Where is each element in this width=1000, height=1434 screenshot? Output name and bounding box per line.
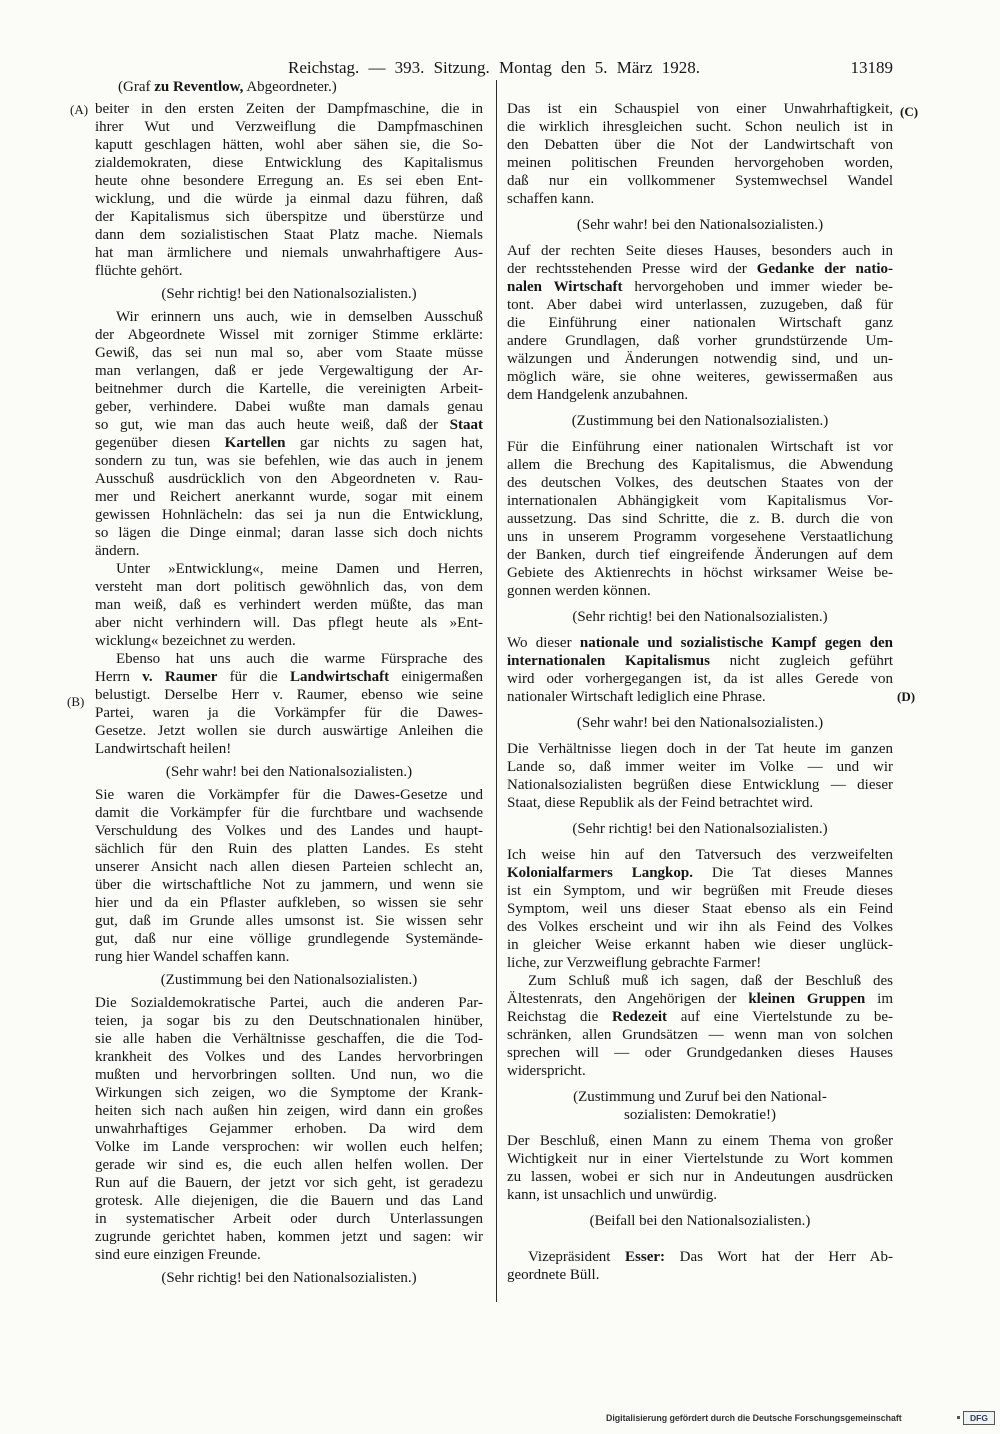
speaker-line [118, 78, 483, 96]
emphasized-text: internationalen Kapitalismus [507, 653, 710, 669]
text-line [507, 278, 893, 296]
interjection-line: (Beifall bei den Nationalsozialisten.) [589, 1213, 811, 1229]
emphasized-text: Kolonialfarmers Langkop. [507, 865, 693, 881]
text-segment: einigermaßen [389, 669, 483, 685]
interjection-line: (Sehr wahr! bei den Nationalsozialisten.) [165, 764, 413, 780]
emphasized-text: kleinen Gruppen [748, 991, 866, 1007]
text-line: gut, daß nur eine völlige grundlegende Systemände- [95, 931, 483, 947]
text-line [95, 668, 483, 686]
interjection [507, 714, 893, 732]
text-line: gerade wir sind es, die euch allen helfen wollen. Der [95, 1157, 483, 1173]
text-line: aussetzung. Das sind Schritte, die z. B. durch die von [507, 511, 893, 527]
text-line [507, 652, 893, 670]
text-line: internationalen Abhängigkeit vom Kapitalismus Vor- [507, 493, 893, 509]
text-line: Sie waren die Vorkämpfer für die Dawes-Gesetze und [95, 787, 483, 803]
text-line: geordnete Büll. [507, 1267, 600, 1283]
paragraph [507, 1132, 893, 1204]
text-line: Verschuldung des Volkes und des Landes und haupt- [95, 823, 483, 839]
text-line [507, 864, 893, 882]
text-line: wicklung, und die würde ja einmal dazu führen, daß [95, 191, 483, 207]
interjection [95, 1269, 483, 1287]
text-line: sind eure einzigen Freunde. [95, 1247, 261, 1263]
margin-mark-b: (B) [67, 694, 85, 709]
paragraph [507, 1248, 893, 1284]
paragraph [95, 786, 483, 966]
text-line: Das ist ein Schauspiel von einer Unwahrhaftigkeit, [507, 101, 893, 117]
text-line [507, 634, 893, 652]
text-line: in systematischer Arbeit oder durch Unterlassungen [95, 1211, 483, 1227]
text-line: die Einführung einer nationalen Wirtschaft ganz [507, 315, 893, 331]
text-segment: hervorgehoben und immer wieder be- [622, 279, 893, 295]
paragraph [507, 242, 893, 404]
page-header-title: Reichstag. — 393. Sitzung. Montag den 5. März 1928. [288, 58, 700, 77]
text-line: ändern. [95, 543, 140, 559]
text-line: daß nur ein vollkommener Systemwechsel Wandel [507, 173, 893, 189]
interjection [507, 1212, 893, 1230]
right-column [507, 100, 893, 1284]
text-line: Für die Einführung einer nationalen Wirtschaft ist vor [507, 439, 893, 455]
text-line: zu lassen, wobei er sich nur in Andeutungen ausdrücken [507, 1169, 893, 1185]
text-line: sprechen will — oder Grundgedanken dieses Hauses [507, 1045, 893, 1061]
paragraph [507, 740, 893, 812]
interjection [95, 971, 483, 989]
text-line: dann dem sozialistischen Staat Platz mache. Niemals [95, 227, 483, 243]
text-line: wird oder vorhergegangen ist, da ist alles Gerede von [507, 671, 893, 687]
text-line: versteht man dort politisch gewöhnlich das, von dem [95, 579, 483, 595]
column-divider [496, 80, 497, 1302]
emphasized-text: Kartellen [224, 435, 286, 451]
text-line [95, 434, 483, 452]
text-line: möglich wäre, sie ohne weiteres, gewissermaßen aus [507, 369, 893, 385]
text-line: krankheit des Volkes und des Landes hervorbringen [95, 1049, 483, 1065]
text-line: Auf der rechten Seite dieses Hauses, besonders auch in [507, 243, 893, 259]
text-line: wälzungen und Änderungen notwendig sind, und un- [507, 351, 893, 367]
interjection-line: (Sehr wahr! bei den Nationalsozialisten.) [576, 715, 824, 731]
interjection-line: (Sehr richtig! bei den Nationalsozialisten.) [572, 821, 828, 837]
interjection-line: (Sehr richtig! bei den Nationalsozialisten.) [161, 1270, 417, 1286]
text-segment: für die [217, 669, 290, 685]
emphasized-text: Esser: [625, 1249, 666, 1265]
text-line: uns in unserem Programm vorgesehene Verstaatlichung [507, 529, 893, 545]
page-number: 13189 [850, 58, 893, 77]
text-line: der Banken, durch tief eingreifende Änderungen auf dem [507, 547, 893, 563]
text-line: belustigt. Derselbe Herr v. Raumer, ebenso wie seine [95, 687, 483, 703]
text-line: gonnen werden können. [507, 583, 651, 599]
text-line: Gewiß, das sei nun mal so, aber vom Staate müsse [95, 345, 483, 361]
text-line: hier und da ein Pflaster aufkleben, so wissen sie sehr [95, 895, 483, 911]
text-line: Run auf die Bauern, der jetzt vor sich geht, ist geradezu [95, 1175, 483, 1191]
text-line: Symptom, weil uns dieser Staat ebenso als ein Feind [507, 901, 893, 917]
text-segment: Das Wort hat der Herr Ab- [665, 1249, 893, 1265]
text-segment: gar nichts zu sagen hat, [285, 435, 483, 451]
text-line: hat man ärmlichere und niemals unwahrhaftigere Aus- [95, 245, 483, 261]
text-line: mer und Reichert anerkannt wurde, sogar mit einem [95, 489, 483, 505]
text-segment: Abgeordneter.) [243, 79, 337, 95]
text-line: ihrer Wut und Verzweiflung die Dampfmaschinen [95, 119, 483, 135]
text-line: zialdemokraten, diese Entwicklung des Kapitalismus [95, 155, 483, 171]
text-segment: Vizepräsident [528, 1249, 626, 1265]
interjection [507, 820, 893, 838]
text-line: man verlangen, daß er jede Vergewaltigung der Ar- [95, 363, 483, 379]
text-line: in gleicher Weise erkannt haben wie dieser unglück- [507, 937, 893, 953]
interjection-line: (Sehr richtig! bei den Nationalsozialisten.) [572, 609, 828, 625]
text-line: dem Handgelenk anzubahnen. [507, 387, 689, 403]
text-line: beitnehmer durch die Kartelle, die vereinigten Arbeit- [95, 381, 483, 397]
text-line: gut, daß im Grunde alles umsonst ist. Sie wissen sehr [95, 913, 483, 929]
text-line: den Debatten über die Not der Landwirtschaft von [507, 137, 893, 153]
text-line: Zum Schluß muß ich sagen, daß der Beschluß des [528, 973, 893, 989]
interjection-line: (Sehr wahr! bei den Nationalsozialisten.) [576, 217, 824, 233]
interjection [507, 1088, 893, 1124]
footer-credit: Digitalisierung gefördert durch die Deutsche Forschungsgemeinschaft [606, 1413, 902, 1423]
paragraph [95, 994, 483, 1264]
text-line: mußten und hervorbringen sollten. Und nun, wo die [95, 1067, 483, 1083]
emphasized-text: Landwirtschaft [289, 669, 390, 685]
text-line: so lägen die Dinge einmal; daran lasse sich doch nichts [95, 525, 483, 541]
text-line: heiten sich nach außen hin zeigen, wird dann ein großes [95, 1103, 483, 1119]
text-line: Ausschuß ausdrücklich von den Abgeordneten v. Rau- [95, 471, 483, 487]
text-line: damit die Vorkämpfer für die furchtbare und wachsende [95, 805, 483, 821]
text-line: teien, ja sogar bis zu den Deutschnationalen hinüber, [95, 1013, 483, 1029]
paragraph [95, 560, 483, 650]
text-line: Gesetze. Jetzt wollen sie durch auswärtige Anleihen die [95, 723, 483, 739]
text-line: Landwirtschaft heilen! [95, 741, 232, 757]
paragraph [507, 634, 893, 706]
text-line: wicklung« bezeichnet zu werden. [95, 633, 296, 649]
text-line: Der Beschluß, einen Mann zu einem Thema von großer [507, 1133, 893, 1149]
left-column [95, 78, 483, 1292]
text-line: Wir erinnern uns auch, wie in demselben Ausschuß [116, 309, 483, 325]
interjection [507, 216, 893, 234]
text-line: sie alle haben die Verhältnisse geschaffen, die die Tod- [95, 1031, 483, 1047]
emphasized-text: Gedanke der natio- [756, 261, 893, 277]
text-line [95, 416, 483, 434]
text-line: geber, verhindere. Dabei wußte man damals genau [95, 399, 483, 415]
text-line: gewissen Hohnlächeln: das sei ja nun die Entwicklung, [95, 507, 483, 523]
text-segment: im [865, 991, 893, 1007]
text-line: Gebiete des Aktienrechts in höchst wirksamer Weise be- [507, 565, 893, 581]
emphasized-text: Redezeit [612, 1009, 668, 1025]
footer-separator [957, 1416, 960, 1419]
emphasized-text: v. Raumer [142, 669, 218, 685]
interjection [95, 285, 483, 303]
text-line: nationaler Wirtschaft lediglich eine Phrase. [507, 689, 766, 705]
text-line: Nationalsozialisten begrüßen diese Entwicklung — dieser [507, 777, 893, 793]
text-segment: gegenüber diesen [95, 435, 225, 451]
text-line: Partei, waren ja die Vorkämpfer für die Dawes- [95, 705, 483, 721]
text-line: Die Sozialdemokratische Partei, auch die anderen Par- [95, 995, 483, 1011]
text-line: heute ohne besondere Erregung an. Es sei eben Ent- [95, 173, 483, 189]
text-line: der Abgeordnete Wissel mit zorniger Stimme erklärte: [95, 327, 483, 343]
text-line: liche, zur Verzweiflung gebrachte Farmer! [507, 955, 762, 971]
text-line: flüchte gehört. [95, 263, 183, 279]
text-segment: nicht zugleich geführt [709, 653, 893, 669]
paragraph [507, 846, 893, 972]
text-segment: Die Tat dieses Mannes [692, 865, 893, 881]
text-line: Wichtigkeit nur in einer Viertelstunde zu Wort kommen [507, 1151, 893, 1167]
text-segment: Reichstag die [507, 1009, 613, 1025]
text-segment: Ältestenrats, den Angehörigen der [507, 991, 749, 1007]
text-line: widerspricht. [507, 1063, 586, 1079]
text-line: über die wirtschaftliche Not zu jammern, und wenn sie [95, 877, 483, 893]
text-line: Die Verhältnisse liegen doch in der Tat heute im ganzen [507, 741, 893, 757]
text-line: beiter in den ersten Zeiten der Dampfmaschine, die in [95, 101, 483, 117]
text-line: schränken, allen Grundsätzen — wenn man von solchen [507, 1027, 893, 1043]
margin-mark-c: (C) [900, 104, 919, 119]
text-line: unserer Ansicht nach allen diesen Parteien schlecht an, [95, 859, 483, 875]
emphasized-text: zu Reventlow, [154, 79, 244, 95]
paragraph [95, 100, 483, 280]
text-line: sächlich für den Ruin des platten Landes. Es steht [95, 841, 483, 857]
text-line: rung hier Wandel schaffen kann. [95, 949, 290, 965]
text-line: Ebenso hat uns auch die warme Fürsprache des [116, 651, 483, 667]
text-segment: so gut, wie man das auch heute weiß, daß der [95, 417, 450, 433]
text-segment: auf eine Viertelstunde zu be- [667, 1009, 893, 1025]
text-line: die wirklich ihresgleichen sucht. Schon neulich ist in [507, 119, 893, 135]
margin-mark-a: (A) [70, 102, 89, 117]
text-segment: Wo dieser [507, 635, 580, 651]
text-line: Volke im Lande versprochen: wir wollen euch helfen; [95, 1139, 483, 1155]
text-line: ist ein Symptom, und wir begrüßen mit Freude dieses [507, 883, 893, 899]
emphasized-text: Staat [449, 417, 483, 433]
interjection-line: (Sehr richtig! bei den Nationalsozialisten.) [161, 286, 417, 302]
text-line: zugrunde gerichtet haben, kommen jetzt und sagen: wir [95, 1229, 483, 1245]
text-line: schaffen kann. [507, 191, 595, 207]
text-line: andere Grundlagen, daß vorher grundstürzende Um- [507, 333, 893, 349]
text-line [507, 1008, 893, 1026]
text-line: allem die Brechung des Kapitalismus, die Abwendung [507, 457, 893, 473]
interjection-line: (Zustimmung bei den Nationalsozialisten.) [571, 413, 829, 429]
text-line: man weiß, daß es verhindert werden müßte, das man [95, 597, 483, 613]
text-line: des deutschen Volkes, des deutschen Staates von der [507, 475, 893, 491]
text-line: kaputt geschlagen hätten, wohl aber sähen sie, die So- [95, 137, 483, 153]
text-segment: (Graf [118, 79, 155, 95]
interjection [507, 412, 893, 430]
text-line: Unter »Entwicklung«, meine Damen und Herren, [116, 561, 483, 577]
text-line: des Volkes erscheint und wir ihn als Feind des Volkes [507, 919, 893, 935]
paragraph [95, 650, 483, 758]
emphasized-text: nalen Wirtschaft [507, 279, 623, 295]
dfg-logo: DFG [963, 1411, 995, 1425]
text-line: Lande so, daß immer weiter im Volke — und wir [507, 759, 893, 775]
interjection [507, 608, 893, 626]
paragraph [95, 308, 483, 560]
interjection [95, 763, 483, 781]
text-line: sondern zu tun, was sie befehlen, wie das auch in jenem [95, 453, 483, 469]
speaker-note [95, 78, 483, 96]
text-line: Staat, diese Republik als der Feind betrachtet wird. [507, 795, 814, 811]
text-line: kann, ist unsachlich und unwürdig. [507, 1187, 717, 1203]
text-line [507, 990, 893, 1008]
text-line: meinen politischen Freunden hervorgehoben worden, [507, 155, 893, 171]
text-line: Ich weise hin auf den Tatversuch des verzweifelten [507, 847, 893, 863]
interjection-line: (Zustimmung bei den Nationalsozialisten.) [160, 972, 418, 988]
text-line [507, 260, 893, 278]
interjection-line: sozialisten: Demokratie!) [623, 1107, 777, 1123]
text-line: unwahrhaftiges Gejammer erhoben. Da wird dem [95, 1121, 483, 1137]
paragraph [507, 438, 893, 600]
margin-mark-d: (D) [897, 689, 916, 704]
paragraph [507, 972, 893, 1080]
text-line: aber nicht verhindern will. Das pflegt heute als »Ent- [95, 615, 483, 631]
text-segment: der rechtsstehenden Presse wird der [507, 261, 757, 277]
emphasized-text: nationale und sozialistische Kampf gegen den [579, 635, 893, 651]
paragraph [507, 100, 893, 208]
text-segment: Herrn [95, 669, 143, 685]
text-line: grotesk. Alle diejenigen, die die Bauern und das Land [95, 1193, 483, 1209]
text-line: Wirkungen sich zeigen, wo die Symptome der Krank- [95, 1085, 483, 1101]
text-line [507, 1248, 893, 1266]
text-line: der Kapitalismus sich überspitze und überstürze und [95, 209, 483, 225]
interjection-line: (Zustimmung und Zuruf bei den National- [573, 1089, 827, 1105]
text-line: tont. Aber dabei wird unterlassen, zuzugeben, daß für [507, 297, 893, 313]
